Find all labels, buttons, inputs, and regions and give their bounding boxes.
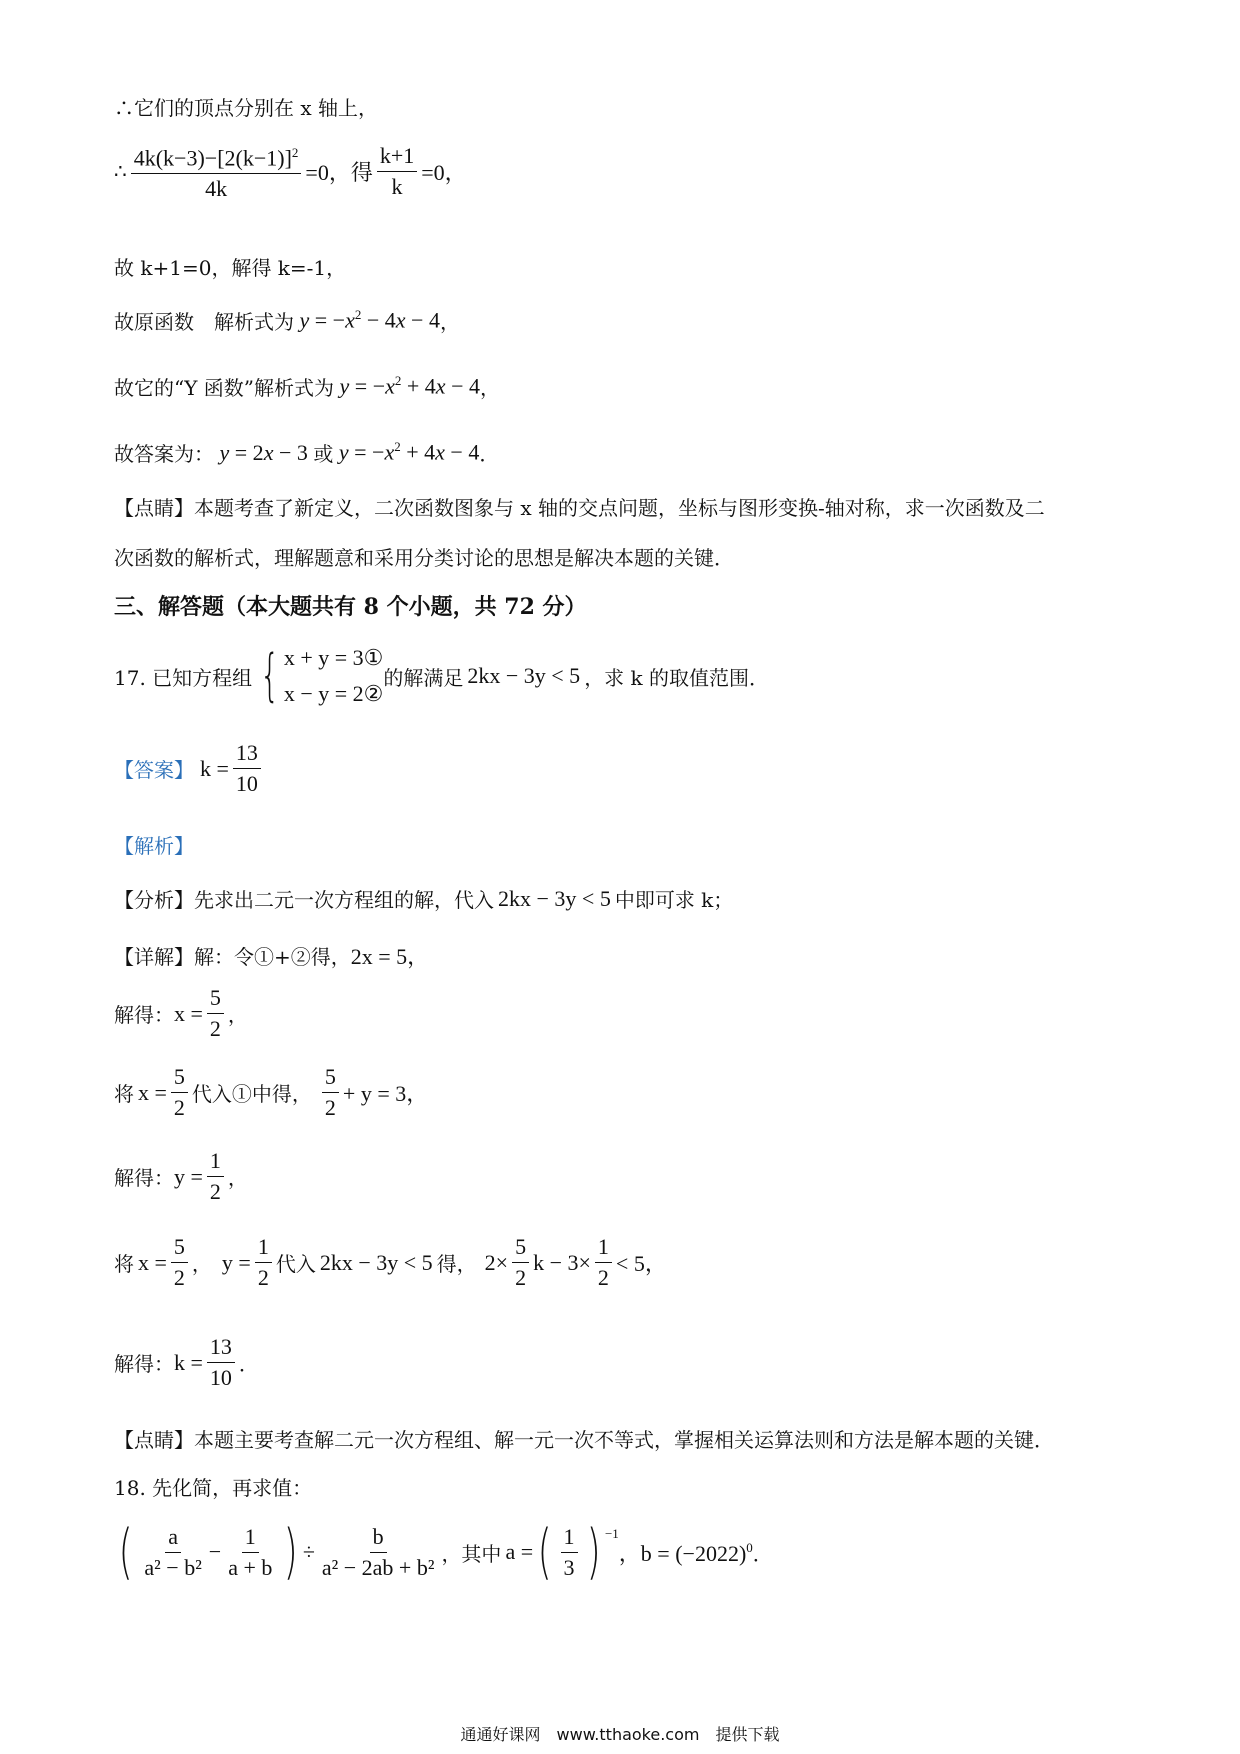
denominator: 10	[235, 771, 258, 796]
formula: < 5，	[615, 1251, 667, 1276]
denominator: 2	[173, 1265, 185, 1290]
text-line-original-function	[114, 306, 460, 335]
dianjing-line-1	[114, 492, 1045, 521]
exponent: −1	[604, 1526, 619, 1541]
fraction-1-2	[207, 1148, 224, 1205]
formula: x =	[138, 1249, 167, 1275]
text: 将	[114, 1252, 134, 1276]
numerator: 1	[207, 1148, 224, 1177]
text: 解得：	[114, 1003, 174, 1027]
fraction-5-2	[171, 1234, 188, 1291]
brace: {	[260, 643, 280, 708]
dianjing-17	[114, 1424, 1054, 1453]
substitute-x-line	[114, 1064, 428, 1121]
fraction-5-2	[512, 1234, 529, 1291]
formula: k =	[174, 1349, 203, 1375]
solve-k-line: 解得： k = $\frac{13}{10}$ ．	[114, 1334, 259, 1390]
inequality: 2kx − 3y < 5	[467, 663, 581, 688]
equation-system	[284, 640, 384, 712]
therefore-symbol: ∴	[114, 159, 127, 184]
analysis-label	[114, 830, 194, 859]
denominator: 4k	[205, 176, 228, 202]
text: ，其中	[441, 1541, 502, 1566]
text: 【详解】解：令①+②得，	[114, 945, 351, 969]
formula: y =	[221, 1249, 251, 1275]
formula: y = 2x − 3	[219, 439, 314, 465]
formula: x =	[174, 1000, 203, 1026]
text-line-vertex	[114, 92, 378, 121]
section-heading	[114, 590, 587, 621]
solve-y-line: 解得： y = $\frac{1}{2}$ ，	[114, 1148, 248, 1204]
text: 得，	[436, 1252, 477, 1276]
text: 【点睛】本题考查了新定义，二次函数图象与 x 轴的交点问题，坐标与图形变换-轴对称，求一次函数及二	[114, 496, 1045, 520]
text: ．	[752, 1541, 773, 1566]
denominator: 2	[597, 1265, 609, 1290]
fraction-a	[141, 1524, 204, 1581]
numerator: a	[165, 1524, 181, 1553]
formula: $y = -x^2 - 4x - 4$	[299, 307, 440, 333]
operator: −	[208, 1539, 222, 1564]
text: ，	[479, 376, 500, 400]
substitute-xy-line: 将 x = $\frac{5}{2}$ ， y = $\frac{1}{2}$ 代入 2kx − 3y < 5 得， 2× $\frac{5}{2}$ k − 3× $\frac{1}{2}$ < 5，	[114, 1234, 667, 1290]
fraction-5-2	[322, 1064, 339, 1121]
text: =0，	[421, 159, 467, 185]
question-17	[114, 640, 769, 712]
denominator: 2	[209, 1179, 221, 1204]
text: 【分析】先求出二元一次方程组的解，代入	[114, 888, 494, 912]
footer	[0, 1722, 1240, 1745]
numerator: 5	[322, 1064, 339, 1093]
fraction-5-2	[207, 985, 224, 1042]
text: 中即可求 k；	[614, 888, 734, 912]
text: 次函数的解析式，理解题意和采用分类讨论的思想是解决本题的关键．	[114, 546, 734, 570]
formula: 2x = 5，	[350, 944, 430, 969]
exponent: 0	[746, 1540, 753, 1555]
denominator: a² − 2ab + b²	[321, 1554, 435, 1580]
fraction-discriminant: $\frac{4k(k-3)-[2(k-1)]^2}{4k}$	[131, 140, 302, 202]
text: 故原函数 解析式为	[114, 310, 294, 334]
formula: + y = 3，	[342, 1081, 429, 1106]
text: =0，得	[305, 159, 373, 185]
question-18-title	[114, 1472, 312, 1501]
numerator: b	[370, 1524, 387, 1553]
denominator: 2	[257, 1265, 269, 1290]
text-line-answer	[114, 438, 499, 467]
left-paren: (	[118, 1517, 133, 1587]
numerator: 5	[512, 1234, 529, 1263]
numerator: 1	[561, 1524, 578, 1553]
fraction-k	[377, 143, 417, 200]
numerator: 5	[171, 1064, 188, 1093]
text: 三、解答题（本大题共有 8 个小题，共 72 分）	[114, 594, 587, 620]
footer-text: 通通好课网 www.tthaoke.com 提供下载	[460, 1725, 780, 1744]
denominator: 2	[173, 1095, 185, 1120]
answer-label: 【答案】	[114, 758, 194, 782]
equation-1: x + y = 3①	[283, 645, 384, 670]
text: 故答案为：	[114, 442, 214, 466]
denominator: a² − b²	[144, 1554, 202, 1580]
fraction-13-10	[233, 740, 261, 797]
text: 或	[313, 442, 334, 466]
fraction-third	[561, 1524, 578, 1581]
question-18-expression	[114, 1517, 773, 1587]
formula: $y = -x^2 + 4x - 4$	[339, 373, 480, 399]
equation-vertex-condition	[114, 140, 467, 202]
inequality: 2kx − 3y < 5	[498, 885, 611, 911]
text: 的解满足	[383, 665, 464, 690]
text: 代入	[275, 1252, 316, 1276]
fraction-5-2	[171, 1064, 188, 1121]
denominator: 10	[209, 1365, 232, 1390]
numerator: 4k(k−3)−[2(k−1)]	[133, 145, 292, 171]
inequality: 2kx − 3y < 5	[319, 1249, 433, 1275]
numerator: k+1	[377, 143, 417, 172]
operator: ÷	[302, 1539, 315, 1564]
left-paren: (	[537, 1517, 552, 1587]
fraction-1-2	[595, 1234, 612, 1291]
formula: $y = -x^2 + 4x - 4$	[338, 439, 480, 465]
numerator: 13	[207, 1334, 235, 1363]
right-paren: )	[284, 1517, 299, 1587]
fenxi-line	[114, 884, 733, 913]
text: 代入①中得，	[191, 1082, 312, 1106]
fraction-13-10	[207, 1334, 235, 1391]
numerator: 1	[255, 1234, 272, 1263]
text: ．	[479, 442, 500, 466]
formula: k =	[200, 755, 229, 781]
text: 将	[114, 1082, 134, 1106]
text: 故它的“Y 函数”解析式为	[114, 376, 335, 400]
text: 【解析】	[114, 834, 194, 858]
solve-x-line: 解得： x = $\frac{5}{2}$ ，	[114, 985, 248, 1041]
numerator: 5	[171, 1234, 188, 1263]
denominator: 2	[209, 1016, 221, 1041]
text-line-y-function	[114, 372, 500, 401]
formula: ，b = (−2022)	[618, 1540, 747, 1566]
text: 故 k+1=0，解得 k=-1，	[114, 256, 347, 280]
dianjing-line-2	[114, 542, 734, 571]
text-line-k	[114, 252, 346, 281]
text: 解得：	[114, 1166, 174, 1190]
xiangjie-line	[114, 940, 429, 971]
text: 【点睛】本题主要考查解二元一次方程组、解一元一次不等式，掌握相关运算法则和方法是解本题的关键．	[114, 1428, 1054, 1452]
formula: a =	[505, 1539, 534, 1564]
text: ∴它们的顶点分别在 x 轴上，	[114, 96, 378, 120]
fraction-1	[225, 1524, 275, 1581]
numerator: 1	[242, 1524, 259, 1553]
numerator: 13	[233, 740, 261, 769]
denominator: 2	[324, 1095, 336, 1120]
numerator: 5	[207, 985, 224, 1014]
fraction-1-2	[255, 1234, 272, 1291]
equation-2: x − y = 2②	[283, 681, 384, 706]
text: 解得：	[114, 1352, 174, 1376]
denominator: 3	[563, 1554, 575, 1580]
denominator: 2	[515, 1265, 527, 1290]
numerator: 1	[595, 1234, 612, 1263]
text: ，	[439, 310, 460, 334]
fraction-b	[319, 1524, 438, 1581]
denominator: a + b	[228, 1554, 273, 1580]
formula: 2×	[484, 1249, 509, 1275]
formula: x =	[138, 1079, 167, 1105]
question-number: 17. 已知方程组	[114, 665, 253, 690]
answer-17	[114, 740, 265, 797]
denominator: k	[391, 173, 403, 199]
text: 18. 先化简，再求值：	[114, 1476, 313, 1500]
text: ，求 k 的取值范围．	[584, 665, 770, 690]
right-paren: )	[586, 1517, 601, 1587]
formula: y =	[174, 1163, 203, 1189]
formula: k − 3×	[533, 1249, 591, 1275]
